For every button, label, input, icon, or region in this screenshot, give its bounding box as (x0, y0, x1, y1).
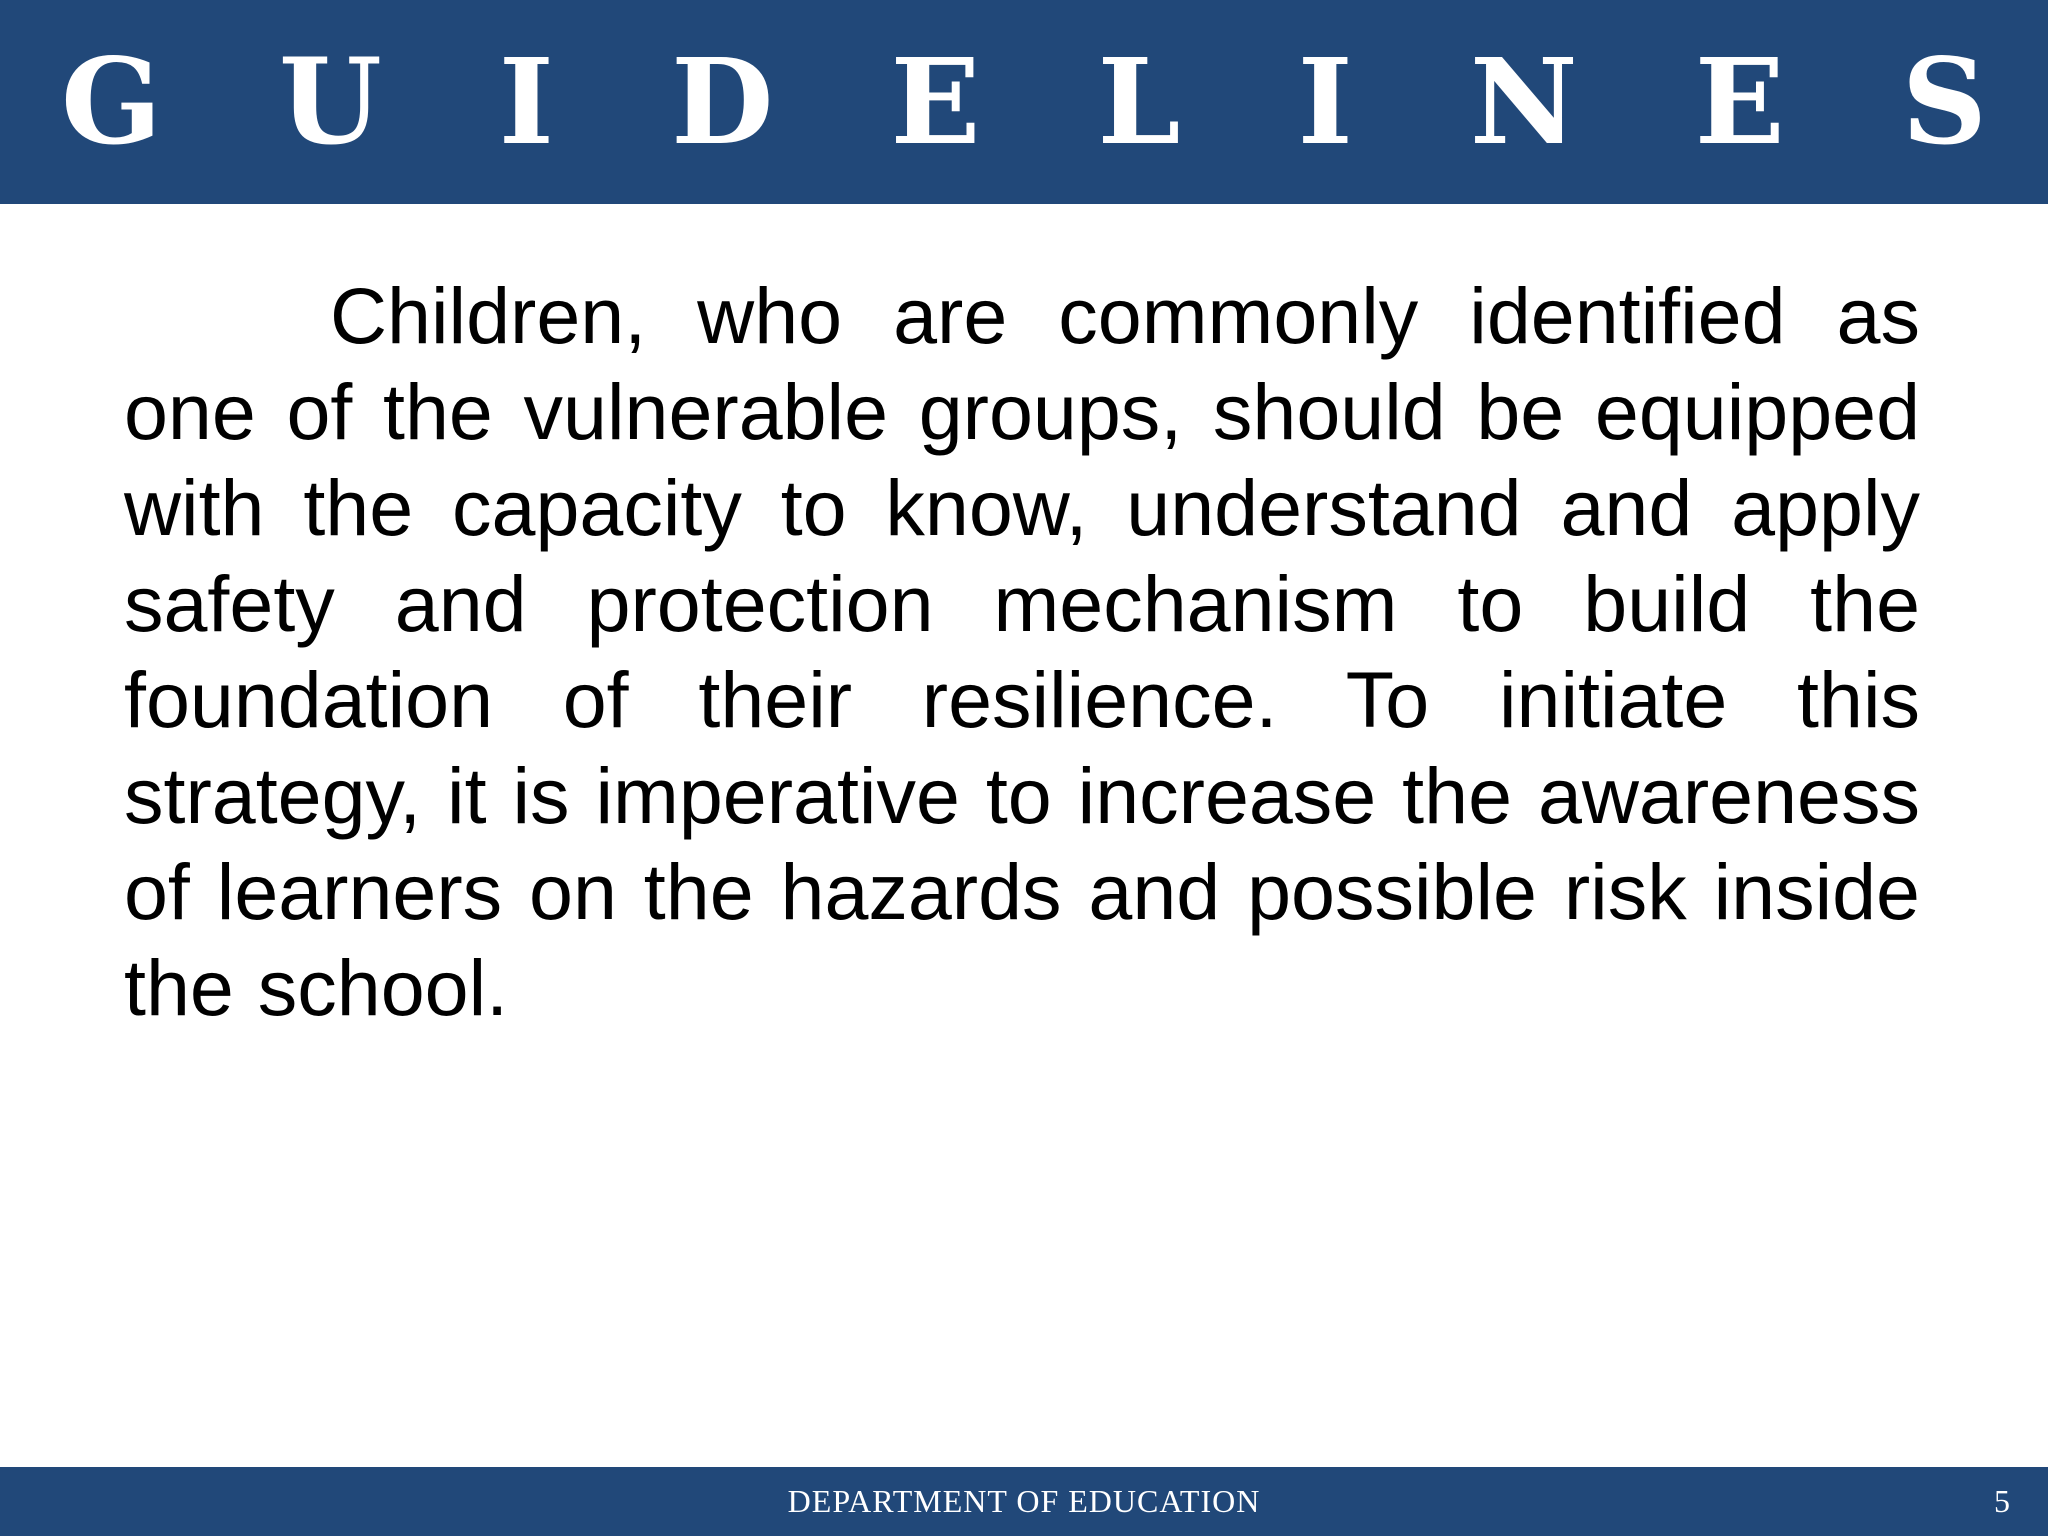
header-band (0, 0, 2048, 204)
footer-label: DEPARTMENT OF EDUCATION (787, 1483, 1261, 1519)
body-paragraph: Children, who are commonly identified as one of the vulnerable groups, should be equipped with the capacity to know, understand and apply safety and protection mechanism to build the foundation of their resilience. To initiate this strategy, it is imperative to increase the awareness of learners on the hazards and possible risk inside the school. (124, 271, 1920, 1032)
page-number: 5 (1994, 1483, 2010, 1519)
slide-title: G U I D E L I N E S (60, 32, 2026, 171)
footer-band (0, 1467, 2048, 1536)
